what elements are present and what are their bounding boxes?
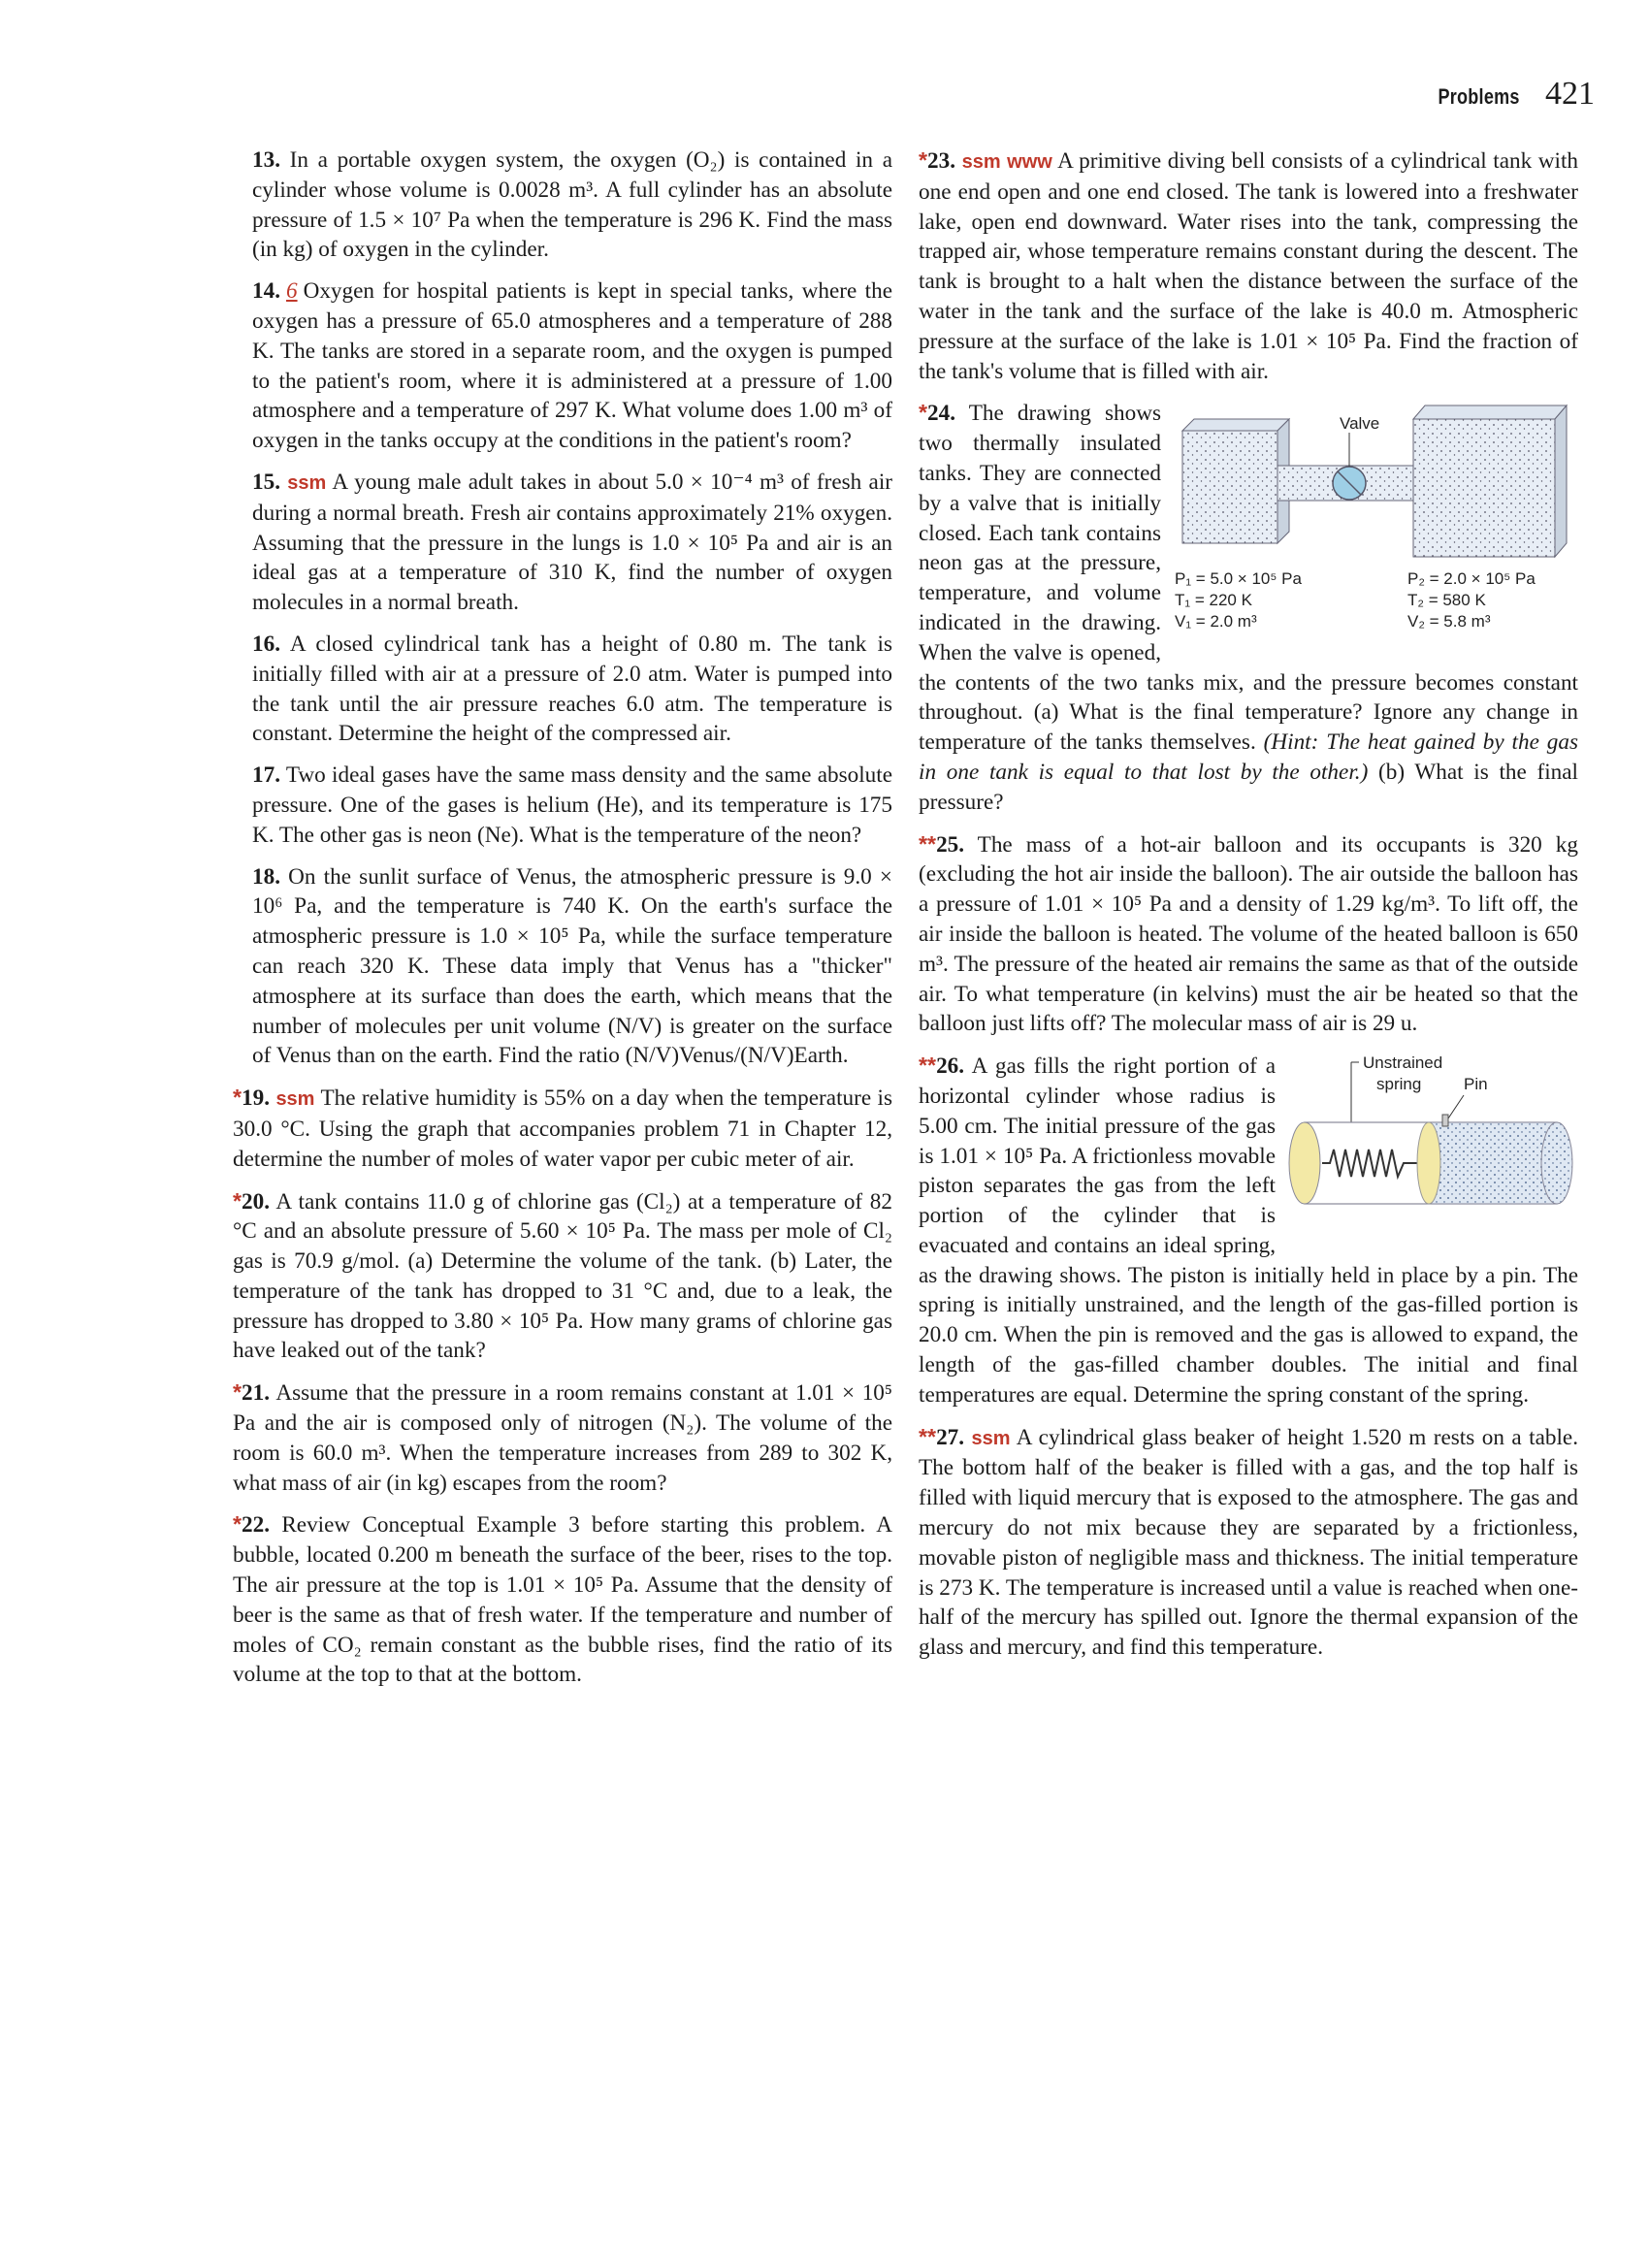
problem-number: 13. bbox=[252, 147, 280, 173]
problem-16 bbox=[252, 630, 892, 749]
problem-15 bbox=[252, 468, 892, 618]
problem-number: 27. bbox=[936, 1424, 965, 1450]
right-pressure: P₂ = 2.0 × 10⁵ Pa bbox=[1407, 569, 1536, 589]
problem-text: Assume that the pressure in a room remains constant at 1.01 × 10⁵ Pa and the air is composed only of nitrogen (N₂). The volume of the room is 60.0 m³. When the temperature increases from 289 to 302 K, what mass of air (in kg) escapes from the room? bbox=[233, 1380, 892, 1496]
problem-number: 24. bbox=[927, 401, 956, 427]
problem-text: Review Conceptual Example 3 before starting this problem. A bubble, located 0.200 m beneath the surface of the beer, rises to the top. The air pressure at the top is 1.01 × 10⁵ Pa. Assume that the density of beer is the same as that of fresh water. If the temperature and number of moles of CO₂ remain constant as the bubble rises, find the ratio of its volume at the top to that at the bottom. bbox=[233, 1512, 892, 1688]
problem-number: 19. bbox=[242, 1085, 271, 1112]
left-tank bbox=[1182, 419, 1289, 543]
problem-text: A young male adult takes in about 5.0 × 10⁻⁴ m³ of fresh air during a normal breath. Fresh air contains approximately 21% oxygen. Assuming that the pressure in the lungs is 1.0 × 10⁵ Pa and air is an ideal gas at a temperature of 310 K, find the number of oxygen molecules in a normal breath. bbox=[252, 469, 892, 616]
problem-23 bbox=[919, 146, 1578, 386]
difficulty-star: ** bbox=[919, 1053, 937, 1079]
problem-13 bbox=[252, 146, 892, 265]
problem-number: 20. bbox=[242, 1188, 271, 1215]
problem-text: A tank contains 11.0 g of chlorine gas (Cl₂) at a temperature of 82 °C and an absolute pressure of 5.60 × 10⁵ Pa. The mass per mole of Cl₂ gas is 70.9 g/mol. (a) Determine the volume of the tank. (b) Later, the temperature of the tank has dropped to 31 °C and, due to a leak, the pressure has dropped to 3.80 × 10⁵ Pa. How many grams of chlorine gas have leaked out of the tank? bbox=[233, 1188, 892, 1364]
page-header bbox=[1420, 76, 1595, 113]
difficulty-star: ** bbox=[919, 1423, 937, 1449]
spring-label-line1: Unstrained bbox=[1363, 1053, 1443, 1073]
problem-number: 15. bbox=[252, 469, 280, 495]
problem-26 bbox=[919, 1051, 1578, 1410]
problem-number: 16. bbox=[252, 631, 280, 657]
right-column bbox=[919, 146, 1579, 1674]
problem-text: Two ideal gases have the same mass density and the same absolute pressure. One of the gases is helium (He), and its temperature is 175 K. The other gas is neon (Ne). What is the temperature of the neon? bbox=[252, 762, 892, 848]
problem-22 bbox=[233, 1509, 892, 1690]
problem-25 bbox=[919, 829, 1578, 1040]
difficulty-star: * bbox=[233, 1187, 242, 1214]
problem-number: 17. bbox=[252, 762, 280, 789]
problem-number: 26. bbox=[936, 1053, 965, 1080]
problem-number: 18. bbox=[252, 863, 280, 890]
ssm-badge: ssm bbox=[961, 151, 1001, 173]
pin-label: Pin bbox=[1464, 1075, 1488, 1094]
problem-number: 22. bbox=[242, 1512, 271, 1539]
page-number: 421 bbox=[1545, 76, 1595, 112]
problem-text: The drawing shows two thermally insulated tanks. They are connected by a valve that is initially closed. Each tank contains neon gas at the pressure, temperature, and volume indicated in the drawing. When the valve is opened, the contents of the two tanks mix, and the pressure becomes constant throughout. (a) What is the final temperature? Ignore any change in temperature of the tanks themselves. bbox=[919, 401, 1578, 756]
piston-spring-figure bbox=[1283, 1049, 1584, 1231]
hint-text: (Hint: The heat gained by the gas in one tank is equal to that lost by the other.) bbox=[919, 729, 1579, 785]
problem-number: 21. bbox=[242, 1380, 271, 1407]
problem-text: A closed cylindrical tank has a height of 0.80 m. The tank is initially filled with air at a pressure of 2.0 atm. Water is pumped into the tank until the air pressure reaches 6.0 atm. The temperature is constant. Determine the height of the compressed air. bbox=[252, 631, 892, 747]
problem-text: A gas fills the right portion of a horizontal cylinder whose radius is 5.00 cm. The initial pressure of the gas is 1.01 × 10⁵ Pa. A frictionless movable piston separates the gas from the left portion of the cylinder that is evacuated and contains an ideal spring, as the drawing shows. The piston is initially held in place by a pin. The spring is initially unstrained, and the length of the gas-filled portion is 20.0 cm. When the pin is removed and the gas is allowed to expand, the length of the gas-filled chamber doubles. The initial and final temperatures are equal. Determine the spring constant of the spring. bbox=[919, 1053, 1578, 1408]
difficulty-star: * bbox=[919, 147, 928, 173]
right-volume: V₂ = 5.8 m³ bbox=[1407, 612, 1491, 632]
problem-18 bbox=[252, 862, 892, 1072]
ssm-badge: ssm bbox=[971, 1427, 1011, 1449]
difficulty-star: * bbox=[233, 1511, 242, 1538]
right-temperature: T₂ = 580 K bbox=[1407, 591, 1486, 610]
left-volume: V₁ = 2.0 m³ bbox=[1175, 612, 1257, 632]
problem-number: 23. bbox=[927, 148, 956, 174]
problem-21 bbox=[233, 1377, 892, 1498]
spring-label-line2: spring bbox=[1376, 1075, 1422, 1094]
problem-text: The mass of a hot-air balloon and its occupants is 320 kg (excluding the hot air inside the balloon). The air outside the balloon has a pressure of 1.01 × 10⁵ Pa and a density of 1.29 kg/m³. To lift off, the air inside the balloon is heated. The volume of the heated balloon is 650 m³. The pressure of the heated air remains the same as that of the outside air. To what temperature (in kelvins) must the air be heated so that the balloon just lifts off? The molecular mass of air is 29 u. bbox=[919, 831, 1578, 1037]
two-tank-valve-figure bbox=[1169, 396, 1578, 660]
problem-number: 14. bbox=[252, 278, 280, 305]
difficulty-star: * bbox=[919, 400, 928, 426]
www-badge: www bbox=[1007, 151, 1052, 173]
section-title: Problems bbox=[1438, 84, 1520, 109]
left-temperature: T₁ = 220 K bbox=[1175, 591, 1252, 610]
pin-icon bbox=[1442, 1115, 1448, 1126]
right-tank bbox=[1413, 405, 1567, 557]
ssm-badge: ssm bbox=[287, 471, 327, 494]
problem-text: Oxygen for hospital patients is kept in special tanks, where the oxygen has a pressure of 65.0 atmospheres and a temperature of 288 K. The tanks are stored in a separate room, and the oxygen is pumped to the patient's room, where it is administered at a pressure of 1.00 atmosphere and a temperature of 297 K. What volume does 1.00 m³ of oxygen in the tanks occupy at the conditions in the patient's room? bbox=[252, 278, 892, 454]
difficulty-star: * bbox=[233, 1085, 242, 1111]
problem-text: In a portable oxygen system, the oxygen (O₂) is contained in a cylinder whose volume is 0.0028 m³. A full cylinder has an absolute pressure of 1.5 × 10⁷ Pa when the temperature is 296 K. Find the mass (in kg) of oxygen in the cylinder. bbox=[252, 147, 892, 263]
problem-20 bbox=[233, 1186, 892, 1367]
valve-label: Valve bbox=[1340, 414, 1380, 434]
problem-text-b: (b) What is the final pressure? bbox=[919, 759, 1578, 815]
problem-number: 25. bbox=[936, 831, 965, 858]
difficulty-star: * bbox=[233, 1379, 242, 1406]
problem-text: On the sunlit surface of Venus, the atmospheric pressure is 9.0 × 10⁶ Pa, and the temperature is 740 K. On the earth's surface the atmospheric pressure is 1.0 × 10⁵ Pa, while the surface temperature can reach 320 K. These data imply that Venus has a "thicker" atmosphere at its surface than does the earth, which means that the number of molecules per unit volume (N/V) is greater on the surface of Venus than on the earth. Find the ratio (N/V)Venus/(N/V)Earth. bbox=[252, 863, 892, 1069]
piston bbox=[1417, 1122, 1440, 1204]
problem-14 bbox=[252, 276, 892, 456]
problem-24 bbox=[919, 398, 1578, 817]
left-pressure: P₁ = 5.0 × 10⁵ Pa bbox=[1175, 569, 1302, 589]
problem-17 bbox=[252, 761, 892, 850]
left-column bbox=[233, 146, 892, 1701]
difficulty-star: ** bbox=[919, 830, 937, 857]
ssm-badge: ssm bbox=[275, 1088, 315, 1111]
problem-text: The relative humidity is 55% on a day when the temperature is 30.0 °C. Using the graph that accompanies problem 71 in Chapter 12, determine the number of moles of water vapor per cubic meter of air. bbox=[233, 1085, 892, 1172]
problem-19 bbox=[233, 1083, 892, 1174]
problem-27 bbox=[919, 1422, 1578, 1663]
problem-text: A primitive diving bell consists of a cylindrical tank with one end open and one end closed. The tank is lowered into a freshwater lake, open end downward. Water rises into the tank, compressing the trapped air, whose temperature remains constant during the descent. The tank is brought to a halt when the distance between the surface of the water in the tank and the surface of the lake is 40.0 m. Atmospheric pressure at the surface of the lake is 1.01 × 10⁵ Pa. Find the fraction of the tank's volume that is filled with air. bbox=[919, 148, 1578, 384]
handwritten-mark: 6 bbox=[285, 278, 298, 305]
problem-text: A cylindrical glass beaker of height 1.520 m rests on a table. The bottom half of the beaker is filled with a gas, and the top half is filled with liquid mercury that is exposed to the atmosphere. The gas and mercury do not mix because they are separated by a frictionless, movable piston of negligible mass and thickness. The initial temperature is 273 K. The temperature is increased until a value is reached when one-half of the mercury has spilled out. Ignore the thermal expansion of the glass and mercury, and find this temperature. bbox=[919, 1424, 1578, 1661]
